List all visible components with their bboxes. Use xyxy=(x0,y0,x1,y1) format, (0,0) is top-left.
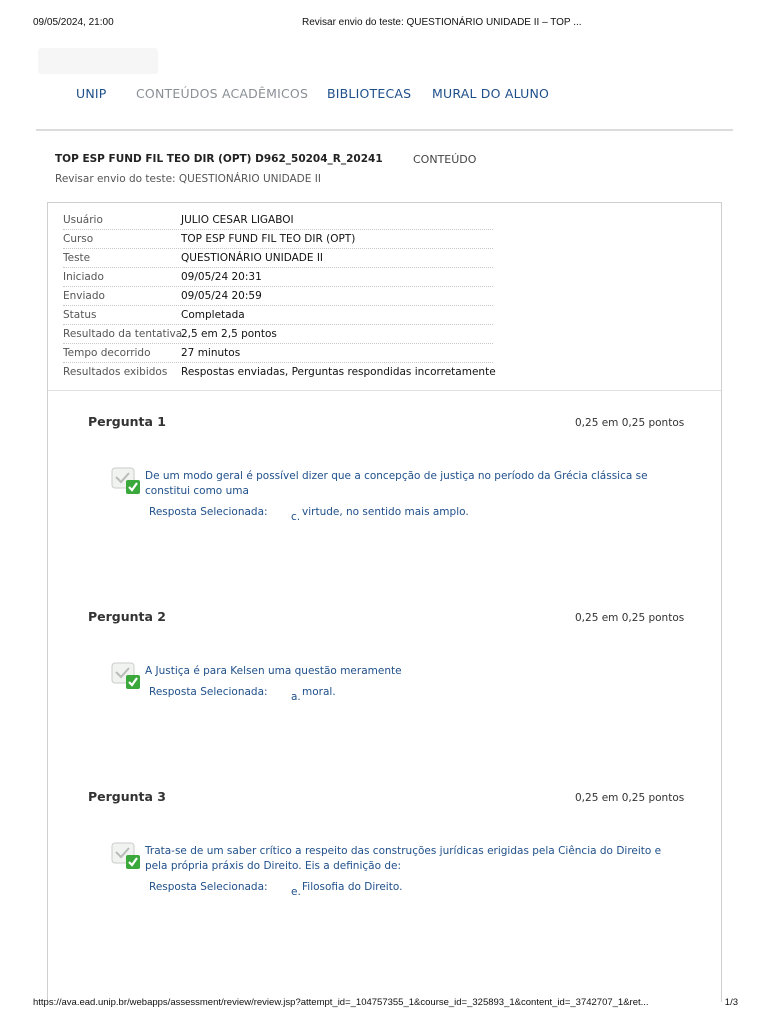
nav-bibliotecas[interactable]: BIBLIOTECAS xyxy=(327,86,412,101)
info-label: Curso xyxy=(63,233,94,245)
nav-divider xyxy=(36,129,733,131)
info-value: QUESTIONÁRIO UNIDADE II xyxy=(181,252,324,264)
answer-letter: e. xyxy=(291,886,301,898)
info-label: Teste xyxy=(63,252,91,264)
answer-letter: a. xyxy=(291,691,301,703)
question-points: 0,25 em 0,25 pontos xyxy=(575,612,685,624)
question-title: Pergunta 3 xyxy=(88,789,167,804)
answer-label: Resposta Selecionada: xyxy=(149,686,268,698)
question-points: 0,25 em 0,25 pontos xyxy=(575,417,685,429)
info-row-elapsed xyxy=(63,344,493,363)
answer-text: Filosofia do Direito. xyxy=(302,881,403,893)
info-row-status xyxy=(63,306,493,325)
breadcrumb: Revisar envio do teste: QUESTIONÁRIO UNIDADE II xyxy=(55,173,321,185)
answer-letter: c. xyxy=(291,511,301,523)
info-value: Completada xyxy=(181,309,245,321)
info-row-user xyxy=(63,211,493,230)
course-title[interactable]: TOP ESP FUND FIL TEO DIR (OPT) D962_50204_R_20241 xyxy=(55,153,383,165)
info-divider xyxy=(48,390,721,391)
correct-check-icon xyxy=(111,842,141,870)
question-title: Pergunta 1 xyxy=(88,414,167,429)
info-value: 09/05/24 20:59 xyxy=(181,290,262,302)
info-label: Resultados exibidos xyxy=(63,366,168,378)
course-header xyxy=(55,153,477,185)
info-value: Respostas enviadas, Perguntas respondidas incorretamente xyxy=(181,366,496,378)
info-value: 09/05/24 20:31 xyxy=(181,271,262,283)
info-row-submitted xyxy=(63,287,493,306)
print-header xyxy=(0,17,768,31)
info-value: 2,5 em 2,5 pontos xyxy=(181,328,277,340)
info-row-test xyxy=(63,249,493,268)
nav-unip[interactable]: UNIP xyxy=(76,86,107,101)
course-content-link[interactable]: CONTEÚDO xyxy=(413,153,477,166)
print-url: https://ava.ead.unip.br/webapps/assessment/review/review.jsp?attempt_id=_104757355_1&course_id=_325893_1&content_id=_3742707_1&ret... xyxy=(33,997,649,1008)
site-logo[interactable] xyxy=(38,48,158,74)
info-row-course xyxy=(63,230,493,249)
attempt-info-table xyxy=(63,211,496,382)
print-footer xyxy=(0,997,768,1011)
question-text: Trata-se de um saber crítico a respeito das construções jurídicas erigidas pela Ciência do Direito e pela própria práxis do Direito. Eis a definição de: xyxy=(145,845,662,872)
question-points: 0,25 em 0,25 pontos xyxy=(575,792,685,804)
info-label: Iniciado xyxy=(63,271,104,283)
answer-text: moral. xyxy=(302,686,336,698)
info-value: 27 minutos xyxy=(181,347,241,359)
print-page-number: 1/3 xyxy=(724,997,738,1008)
review-panel xyxy=(47,202,722,1002)
answer-text: virtude, no sentido mais amplo. xyxy=(302,506,469,518)
print-page-title: Revisar envio do teste: QUESTIONÁRIO UNIDADE II – TOP ... xyxy=(302,17,582,28)
answer-label: Resposta Selecionada: xyxy=(149,506,268,518)
print-date: 09/05/2024, 21:00 xyxy=(33,17,114,28)
info-value: TOP ESP FUND FIL TEO DIR (OPT) xyxy=(181,233,356,245)
question-text: A Justiça é para Kelsen uma questão meramente xyxy=(145,665,402,677)
info-label: Usuário xyxy=(63,214,103,226)
info-label: Status xyxy=(63,309,97,321)
nav-conteudos-academicos[interactable]: CONTEÚDOS ACADÊMICOS xyxy=(136,86,309,101)
question-text: De um modo geral é possível dizer que a concepção de justiça no período da Grécia clássica se constitui como uma xyxy=(145,470,648,497)
nav-mural-do-aluno[interactable]: MURAL DO ALUNO xyxy=(432,86,550,101)
info-label: Enviado xyxy=(63,290,105,302)
question-title: Pergunta 2 xyxy=(88,609,167,624)
info-label: Resultado da tentativa xyxy=(63,328,183,340)
info-row-started xyxy=(63,268,493,287)
info-value: JULIO CESAR LIGABOI xyxy=(181,214,294,226)
correct-check-icon xyxy=(111,662,141,690)
info-label: Tempo decorrido xyxy=(63,347,151,359)
info-row-result xyxy=(63,325,493,344)
info-row-results-shown xyxy=(63,363,496,382)
answer-label: Resposta Selecionada: xyxy=(149,881,268,893)
correct-check-icon xyxy=(111,467,141,495)
